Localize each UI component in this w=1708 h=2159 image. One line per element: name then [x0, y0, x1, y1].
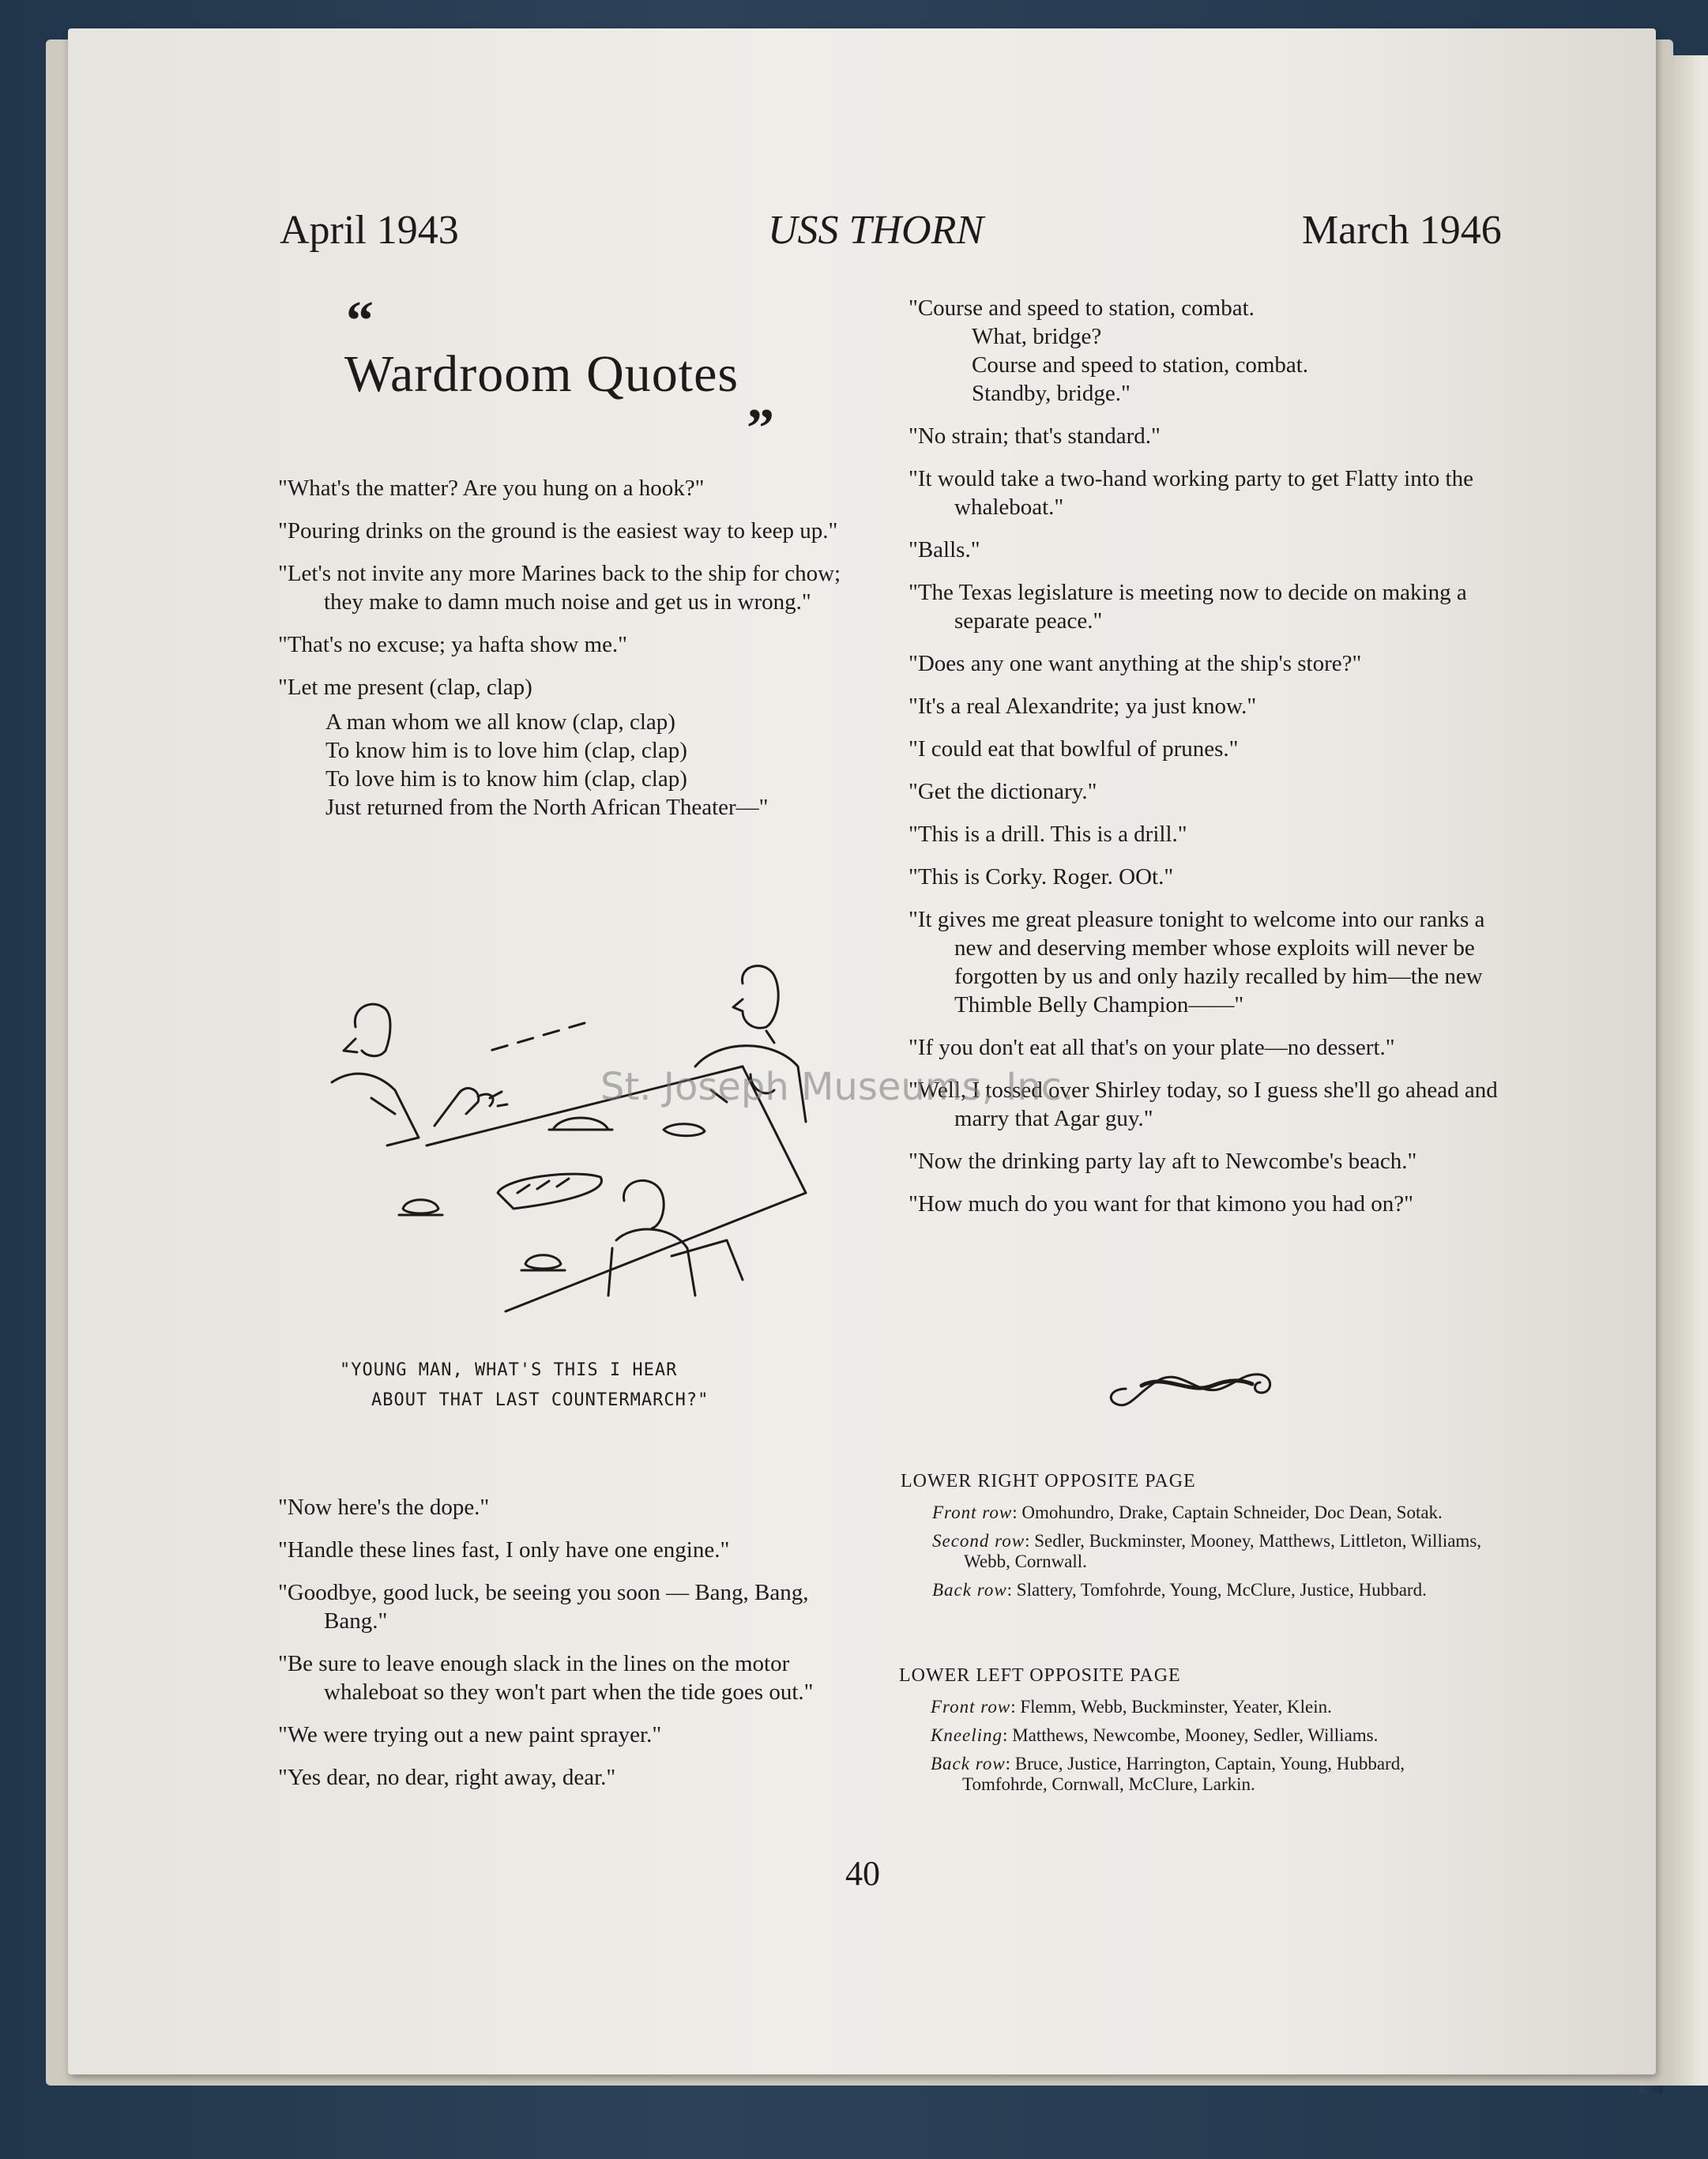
- quote-item: "I could eat that bowlful of prunes.": [909, 736, 1239, 762]
- toast-line: Just returned from the North African Theater—": [325, 795, 769, 820]
- caption-line: "YOUNG MAN, WHAT'S THIS I HEAR: [340, 1360, 678, 1380]
- quote-item: "No strain; that's standard.": [909, 423, 1161, 449]
- cartoon-caption: [340, 1356, 814, 1416]
- quote-item: "The Texas legislature is meeting now to decide on making a separate peace.": [909, 580, 1467, 634]
- quote-item: "Well, I tossed over Shirley today, so I guess she'll go ahead and marry that Agar guy.": [909, 1078, 1498, 1131]
- quote-item: "This is a drill. This is a drill.": [909, 822, 1187, 847]
- credits-lower-left: [899, 1665, 1484, 1803]
- quote-item: "Balls.": [909, 537, 980, 562]
- bridge-line: Standby, bridge.": [972, 381, 1131, 406]
- row-names: Slattery, Tomfohrde, Young, McClure, Justice, Hubbard.: [1016, 1580, 1427, 1600]
- bridge-line: "Course and speed to station, combat.: [909, 295, 1255, 321]
- bridge-quote: [909, 294, 1503, 408]
- quote-item: "Does any one want anything at the ship's store?": [909, 651, 1362, 676]
- credits-heading: LOWER RIGHT OPPOSITE PAGE: [901, 1471, 1196, 1491]
- quotes-left-top: [278, 474, 856, 822]
- quote-item: "Let's not invite any more Marines back to the ship for chow; they make to damn much noise and get us in wrong.": [278, 561, 841, 615]
- quote-item: "That's no excuse; ya hafta show me.": [278, 632, 628, 657]
- credits-row: Front row: Omohundro, Drake, Captain Schneider, Doc Dean, Sotak.: [932, 1503, 1443, 1522]
- quote-item: "If you don't eat all that's on your plate—no dessert.": [909, 1035, 1395, 1060]
- header-end-date: March 1946: [1302, 208, 1502, 253]
- flourish-ornament-icon: [1094, 1357, 1284, 1412]
- quote-item: "Handle these lines fast, I only have one engine.": [278, 1537, 730, 1563]
- credits-row: Kneeling: Matthews, Newcombe, Mooney, Sedler, Williams.: [931, 1725, 1379, 1745]
- credits-row: Second row: Sedler, Buckminster, Mooney, Matthews, Littleton, Williams, Webb, Cornwall.: [932, 1531, 1482, 1571]
- credits-row: Back row: Bruce, Justice, Harrington, Captain, Young, Hubbard, Tomfohrde, Cornwall, McClure, Larkin.: [931, 1754, 1405, 1794]
- article-title: Wardroom Quotes: [344, 345, 739, 403]
- quote-item: "It would take a two-hand working party to get Flatty into the whaleboat.": [909, 466, 1473, 520]
- quote-item: "It gives me great pleasure tonight to welcome into our ranks a new and deserving member whose exploits will never be forgotten by us and only hazily recalled by him—the new Thimble Belly Champion——": [909, 907, 1485, 1017]
- quote-item: "Now here's the dope.": [278, 1495, 490, 1520]
- credits-row: Front row: Flemm, Webb, Buckminster, Yeater, Klein.: [931, 1697, 1332, 1717]
- header-ship-name: USS THORN: [768, 208, 984, 253]
- row-names: Omohundro, Drake, Captain Schneider, Doc Dean, Sotak.: [1021, 1503, 1443, 1522]
- row-label: Front row: [931, 1697, 1011, 1717]
- header-start-date: April 1943: [280, 208, 459, 253]
- quote-item: "Goodbye, good luck, be seeing you soon — Bang, Bang, Bang.": [278, 1580, 809, 1634]
- quote-item: "We were trying out a new paint sprayer.": [278, 1722, 662, 1747]
- quote-item: "What's the matter? Are you hung on a hook?": [278, 476, 705, 501]
- toast-line: To know him is to love him (clap, clap): [325, 738, 687, 763]
- page-number: 40: [845, 1854, 880, 1893]
- wardroom-cartoon-illustration: [300, 964, 822, 1319]
- credits-lower-right: [901, 1471, 1485, 1608]
- row-names: Bruce, Justice, Harrington, Captain, Young, Hubbard, Tomfohrde, Cornwall, McClure, Larkin.: [962, 1754, 1405, 1794]
- row-label: Back row: [932, 1580, 1007, 1600]
- quote-item: "Now the drinking party lay aft to Newcombe's beach.": [909, 1149, 1417, 1174]
- row-label: Back row: [931, 1754, 1006, 1773]
- row-names: Matthews, Newcombe, Mooney, Sedler, Williams.: [1012, 1725, 1379, 1745]
- bridge-line: Course and speed to station, combat.: [972, 352, 1309, 378]
- toast-line: To love him is to know him (clap, clap): [325, 766, 687, 792]
- quotes-left-bottom: [278, 1493, 841, 1806]
- quote-item: "This is Corky. Roger. OOt.": [909, 864, 1174, 890]
- toast-line: A man whom we all know (clap, clap): [325, 709, 675, 735]
- quote-item: "Yes dear, no dear, right away, dear.": [278, 1765, 616, 1790]
- caption-line: ABOUT THAT LAST COUNTERMARCH?": [371, 1390, 709, 1410]
- row-label: Front row: [932, 1503, 1013, 1522]
- title-close-quote: ”: [747, 398, 774, 459]
- row-label: Kneeling: [931, 1725, 1003, 1745]
- row-names: Flemm, Webb, Buckminster, Yeater, Klein.: [1020, 1697, 1332, 1717]
- quote-item: "How much do you want for that kimono you had on?": [909, 1191, 1414, 1217]
- quote-item: "It's a real Alexandrite; ya just know.": [909, 694, 1257, 719]
- credits-row: Back row: Slattery, Tomfohrde, Young, McClure, Justice, Hubbard.: [932, 1580, 1427, 1600]
- quote-item: "Be sure to leave enough slack in the lines on the motor whaleboat so they won't part when the tide goes out.": [278, 1651, 814, 1705]
- credits-heading: LOWER LEFT OPPOSITE PAGE: [899, 1665, 1181, 1686]
- quote-item: "Pouring drinks on the ground is the easiest way to keep up.": [278, 518, 838, 544]
- title-open-quote: “: [346, 291, 374, 352]
- quote-item: "Let me present (clap, clap): [278, 675, 532, 700]
- toast-verse: [278, 708, 856, 822]
- watermark-text: St. Joseph Museums, Inc.: [600, 1065, 1074, 1109]
- quote-item: "Get the dictionary.": [909, 779, 1097, 804]
- row-label: Second row: [932, 1531, 1025, 1551]
- row-names: Sedler, Buckminster, Mooney, Matthews, Littleton, Williams, Webb, Cornwall.: [964, 1531, 1482, 1571]
- bridge-line: What, bridge?: [972, 324, 1102, 349]
